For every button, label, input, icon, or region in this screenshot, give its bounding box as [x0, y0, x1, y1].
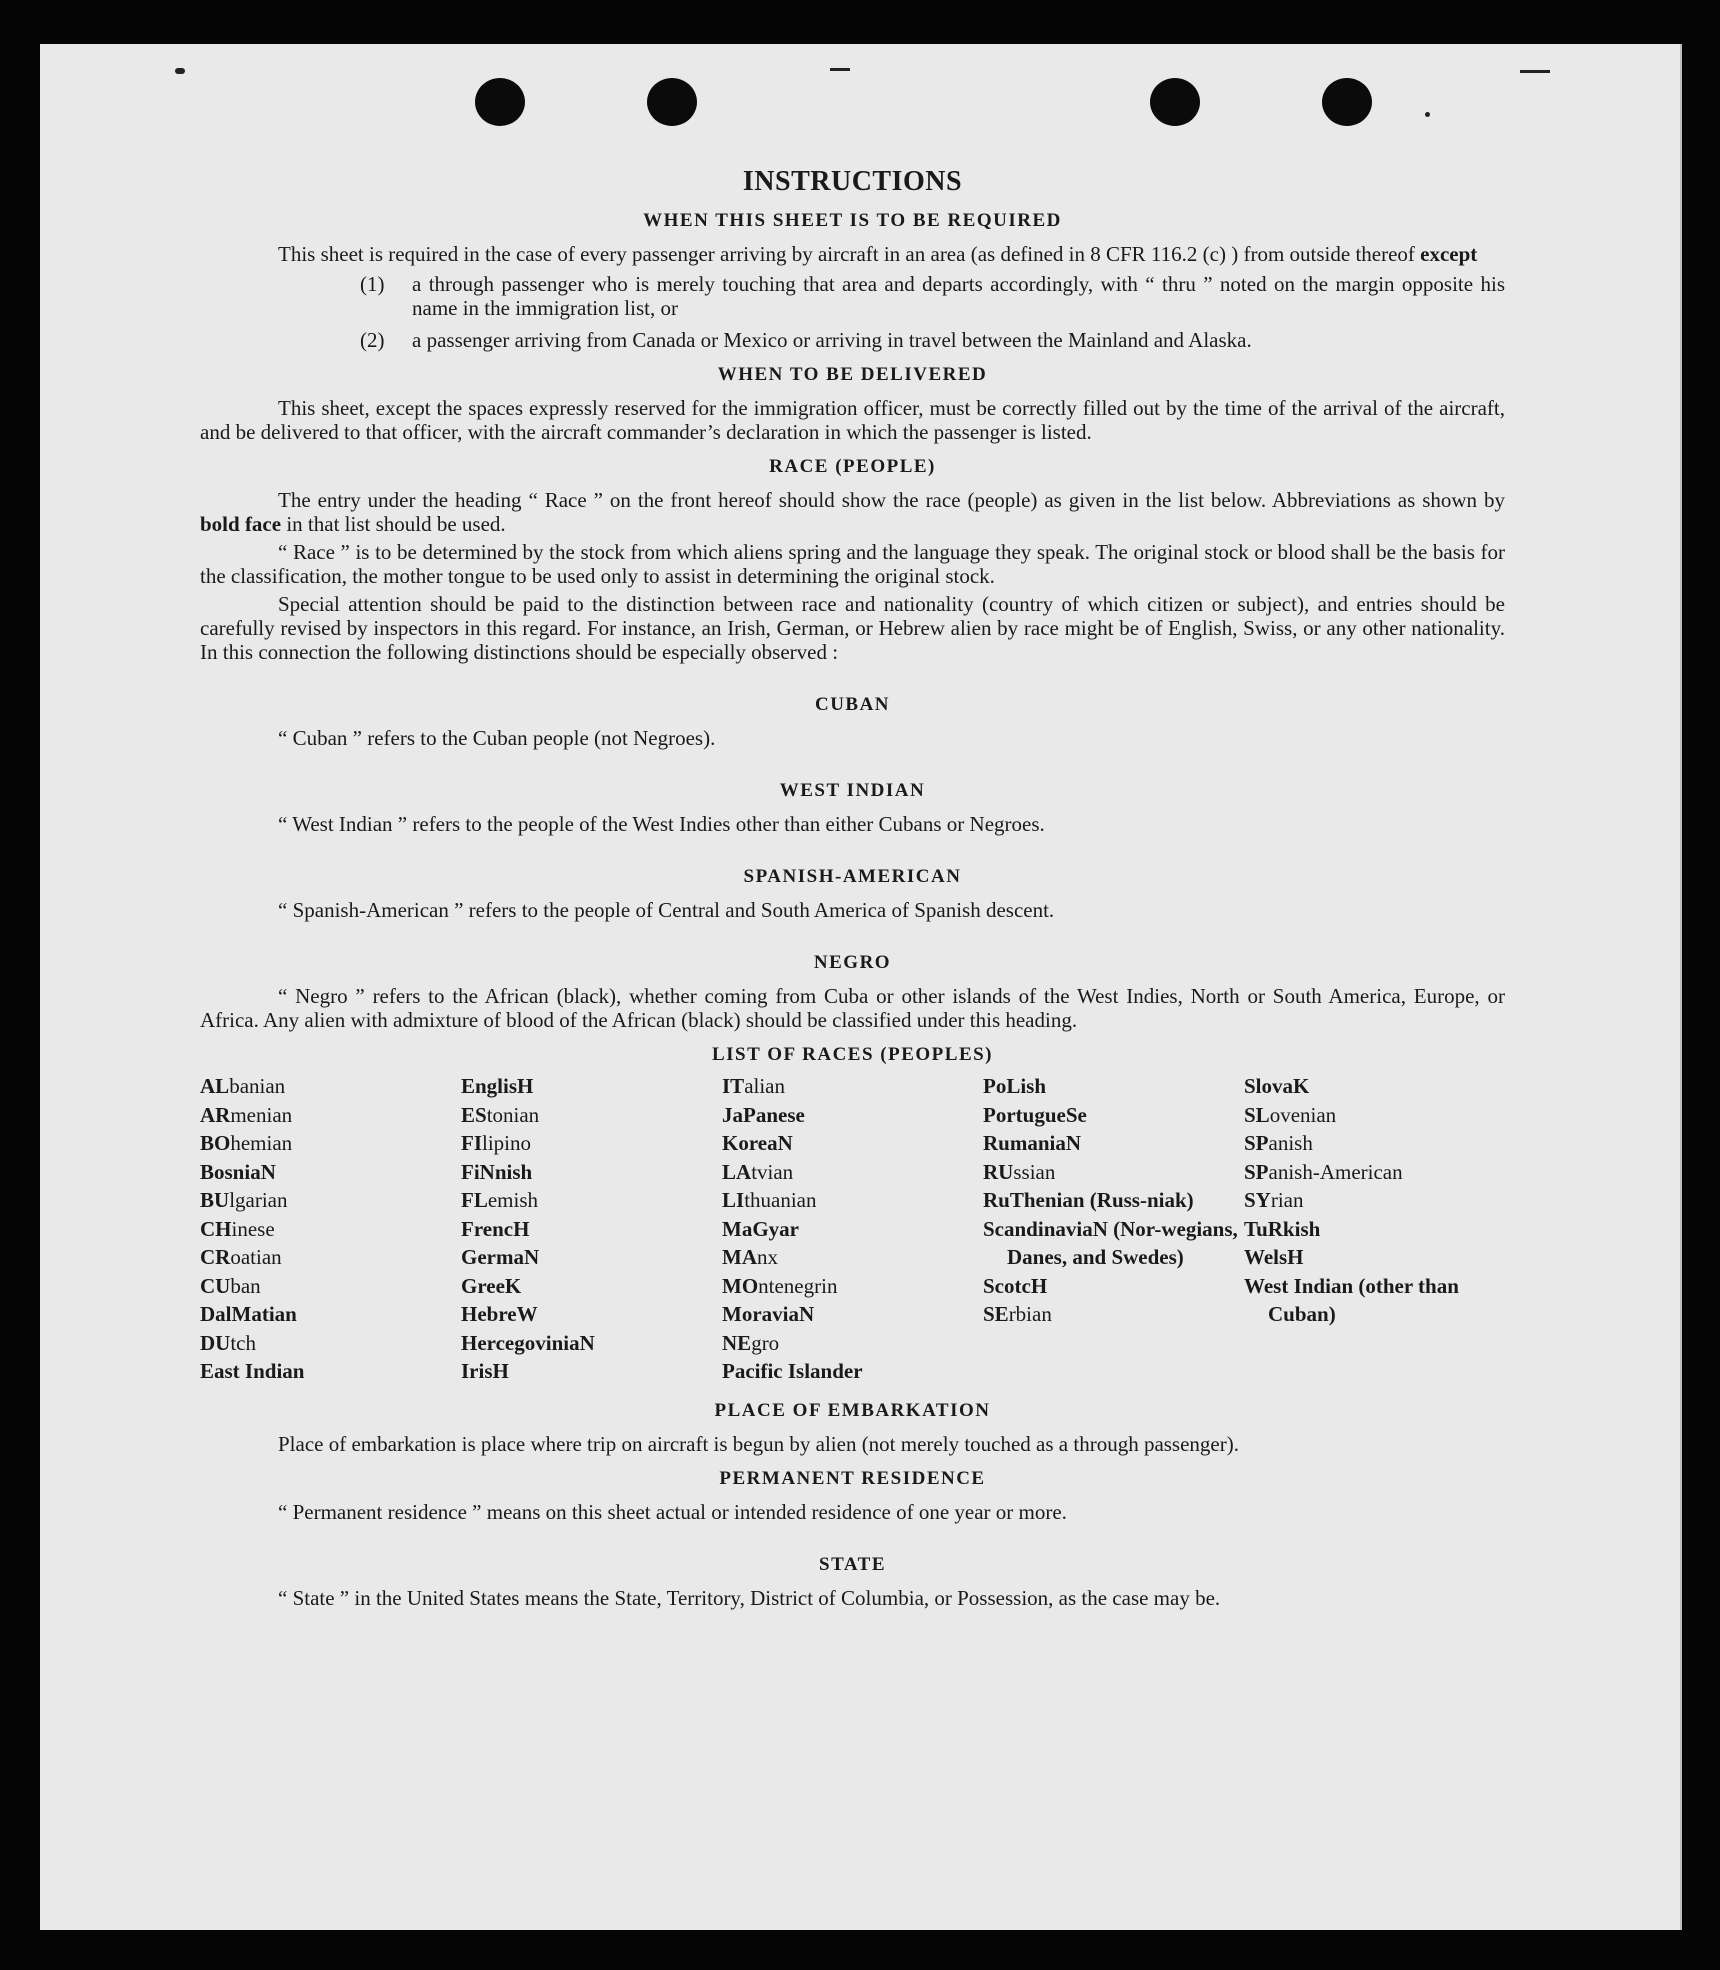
list-item	[200, 328, 1505, 352]
race-abbrev: H	[492, 1359, 509, 1383]
race-entry	[461, 1072, 722, 1101]
race-entry	[1244, 1215, 1505, 1244]
race-abbrev: CU	[200, 1273, 231, 1298]
section-text: “ Permanent residence ” means on this sheet actual or intended residence of one year or more.	[278, 1499, 1067, 1524]
race-entry	[200, 1300, 461, 1329]
section-text: This sheet, except the spaces expressly reserved for the immigration officer, must be correctly filled out by the time of the arrival of the aircraft, and be delivered to that officer, with the aircraft commander’s declaration in which the passenger is listed.	[200, 396, 1505, 444]
race-entry	[200, 1357, 461, 1386]
race-entry	[722, 1329, 983, 1358]
race-abbrev: CH	[200, 1216, 232, 1241]
race-abbrev: Gree	[461, 1273, 505, 1298]
race-abbrev: N	[579, 1330, 595, 1355]
section-heading: SPANISH-AMERICAN	[743, 866, 962, 887]
race-entry	[461, 1243, 722, 1272]
race-abbrev: MA	[722, 1245, 757, 1269]
race-abbrev: PortugueSe	[983, 1102, 1087, 1127]
race-abbrev: Hercegovinia	[461, 1330, 580, 1355]
race-abbrev: N (Nor-wegians, Danes, and Swedes)	[1007, 1216, 1238, 1269]
race-abbrev: SP	[1244, 1159, 1269, 1184]
races-column	[1244, 1072, 1505, 1386]
section-heading: NEGRO	[813, 952, 892, 973]
race-entry	[983, 1158, 1244, 1187]
section-text: Place of embarkation is place where trip on aircraft is begun by alien (not merely touched as a through passenger).	[278, 1431, 1239, 1456]
race-entry	[200, 1158, 461, 1187]
section-embarkation	[200, 1400, 1505, 1456]
race-rest: ban	[230, 1273, 261, 1298]
race-abbrev: SY	[1244, 1188, 1271, 1212]
section-heading: STATE	[819, 1553, 886, 1575]
race-abbrev: SE	[983, 1302, 1009, 1326]
item-number: (1)	[360, 272, 385, 296]
section-state	[200, 1554, 1505, 1610]
race-entry	[1244, 1072, 1505, 1101]
race-entry	[722, 1072, 983, 1101]
item-text: a passenger arriving from Canada or Mexico or arriving in travel between the Mainland and Alaska.	[412, 328, 1252, 352]
punch-hole	[1322, 78, 1372, 126]
race-rest: tonian	[486, 1102, 540, 1127]
section-heading: PLACE OF EMBARKATION	[714, 1399, 991, 1421]
race-abbrev: Iris	[461, 1359, 493, 1383]
section-list-of-races	[200, 1044, 1505, 1386]
race-abbrev: N	[1065, 1131, 1082, 1155]
race-abbrev: FiNnish	[461, 1159, 533, 1184]
race-entry	[200, 1329, 461, 1358]
race-abbrev: Korea	[722, 1131, 778, 1155]
race-abbrev: DU	[200, 1330, 231, 1355]
race-entry	[200, 1215, 461, 1244]
race-entry	[722, 1357, 983, 1386]
race-abbrev: TuRkish	[1244, 1216, 1321, 1241]
scan-speck	[1520, 70, 1550, 73]
race-abbrev: NE	[722, 1330, 752, 1355]
race-entry	[461, 1300, 722, 1329]
race-abbrev: East Indian	[200, 1359, 305, 1383]
punch-hole	[647, 78, 697, 126]
race-abbrev: CR	[200, 1245, 231, 1269]
race-abbrev: H	[513, 1216, 530, 1241]
race-rest: menian	[230, 1102, 293, 1127]
race-abbrev: ES	[461, 1102, 487, 1127]
race-rest: emish	[487, 1188, 539, 1212]
race-entry	[722, 1158, 983, 1187]
race-abbrev: Scotc	[983, 1273, 1031, 1298]
race-entry	[200, 1129, 461, 1158]
section-heading: CUBAN	[814, 694, 891, 715]
race-abbrev: Germa	[461, 1245, 524, 1269]
section-heading: RACE (PEOPLE)	[769, 456, 936, 477]
section-text: “ State ” in the United States means the State, Territory, District of Columbia, or Possession, as the case may be.	[278, 1585, 1221, 1610]
item-number: (2)	[360, 328, 385, 352]
race-entry	[1244, 1243, 1505, 1272]
race-abbrev: N	[798, 1302, 815, 1326]
race-abbrev: Frenc	[461, 1216, 514, 1241]
race-entry	[461, 1329, 722, 1358]
section-race	[200, 456, 1505, 664]
race-rest: thuanian	[744, 1188, 817, 1212]
scan-speck	[1425, 112, 1430, 117]
race-abbrev: N	[777, 1131, 793, 1155]
race-abbrev: FL	[461, 1188, 488, 1212]
race-entry	[722, 1243, 983, 1272]
race-abbrev: H	[1287, 1245, 1304, 1269]
race-entry	[722, 1272, 983, 1301]
race-abbrev: RU	[983, 1159, 1014, 1184]
race-entry	[461, 1101, 722, 1130]
race-entry	[1244, 1158, 1505, 1187]
race-abbrev: SP	[1244, 1131, 1269, 1155]
race-abbrev: Englis	[461, 1074, 518, 1098]
section-residence	[200, 1468, 1505, 1524]
section-text: “ Spanish-American ” refers to the people of Central and South America of Spanish descent.	[278, 898, 1055, 922]
punch-hole	[1150, 78, 1200, 126]
race-abbrev: W	[516, 1302, 538, 1326]
race-entry	[983, 1272, 1244, 1301]
race-abbrev: AR	[200, 1102, 231, 1127]
section-heading: WEST INDIAN	[779, 780, 926, 801]
race-rest: nx	[757, 1245, 778, 1269]
section-required	[200, 210, 1505, 352]
section-delivered	[200, 364, 1505, 444]
races-column	[200, 1072, 461, 1386]
race-rest: rian	[1270, 1188, 1304, 1212]
race-abbrev: West Indian (other than Cuban)	[1244, 1273, 1459, 1326]
race-rest: gro	[751, 1330, 780, 1355]
race-rest: lgarian	[229, 1188, 288, 1212]
section-text: The entry under the heading “ Race ” on the front hereof should show the race (people) as given in the list below. Abbreviations as shown by bold face in that list should be used.	[200, 488, 1505, 536]
race-entry	[722, 1215, 983, 1244]
race-entry	[200, 1272, 461, 1301]
race-entry	[983, 1129, 1244, 1158]
race-abbrev: Rumania	[983, 1131, 1066, 1155]
race-entry	[1244, 1101, 1505, 1130]
race-abbrev: H	[517, 1074, 534, 1098]
races-grid	[200, 1072, 1505, 1386]
race-entry	[200, 1101, 461, 1130]
race-rest: tch	[230, 1330, 256, 1355]
race-entry	[461, 1272, 722, 1301]
section-heading: WHEN THIS SHEET IS TO BE REQUIRED	[643, 210, 1062, 231]
race-rest: alian	[744, 1074, 785, 1098]
section-text: Special attention should be paid to the distinction between race and nationality (country of which citizen or subject), and entries should be carefully revised by inspectors in this regard. For instance, an Irish, German, or Hebrew alien by race might be of English, Swiss, or any other nationality. In this connection the following distinctions should be especially observed :	[200, 592, 1505, 664]
race-abbrev: N	[523, 1245, 540, 1269]
section-text: “ Race ” is to be determined by the stock from which aliens spring and the language they speak. The original stock or blood shall be the basis for the classification, the mother tongue to be used only to assist in determining the original stock.	[200, 540, 1505, 588]
race-entry	[200, 1243, 461, 1272]
race-abbrev: IT	[722, 1074, 745, 1098]
race-abbrev: SL	[1244, 1102, 1270, 1127]
race-rest: ovenian	[1269, 1102, 1337, 1127]
race-abbrev: N	[260, 1159, 276, 1184]
race-entry	[461, 1158, 722, 1187]
race-abbrev: MO	[722, 1273, 759, 1298]
race-entry	[722, 1101, 983, 1130]
race-entry	[983, 1072, 1244, 1101]
race-rest: banian	[229, 1074, 286, 1098]
race-entry	[461, 1129, 722, 1158]
race-entry	[200, 1186, 461, 1215]
race-entry	[722, 1129, 983, 1158]
race-entry	[461, 1215, 722, 1244]
race-abbrev: K	[1293, 1074, 1310, 1098]
race-abbrev: LA	[722, 1159, 752, 1184]
race-entry	[461, 1357, 722, 1386]
race-abbrev: Pacific Islander	[722, 1359, 863, 1383]
scan-speck	[830, 68, 850, 71]
scan-speck	[175, 68, 185, 74]
race-rest: inese	[231, 1216, 275, 1241]
race-rest: ntenegrin	[758, 1273, 838, 1298]
race-abbrev: DalMatian	[200, 1302, 297, 1326]
race-entry	[983, 1186, 1244, 1215]
race-entry	[983, 1215, 1244, 1272]
race-abbrev: H	[1030, 1273, 1048, 1298]
race-entry	[1244, 1186, 1505, 1215]
race-abbrev: Wels	[1244, 1245, 1288, 1269]
race-entry	[1244, 1272, 1505, 1329]
race-entry	[983, 1101, 1244, 1130]
race-rest: oatian	[230, 1245, 282, 1269]
section-heading: PERMANENT RESIDENCE	[719, 1467, 986, 1489]
race-rest: anish-American	[1268, 1159, 1403, 1184]
section-west-indian	[200, 780, 1505, 836]
race-abbrev: MaGyar	[722, 1216, 799, 1241]
races-column	[461, 1072, 722, 1386]
race-rest: anish	[1268, 1131, 1313, 1155]
race-entry	[200, 1072, 461, 1101]
section-text: “ West Indian ” refers to the people of the West Indies other than either Cubans or Negroes.	[278, 812, 1045, 836]
race-rest: rbian	[1008, 1302, 1052, 1326]
race-rest: lipino	[482, 1131, 532, 1155]
race-entry	[722, 1300, 983, 1329]
race-rest: ssian	[1013, 1159, 1056, 1184]
race-abbrev: BO	[200, 1131, 231, 1155]
race-abbrev: Bosnia	[200, 1159, 261, 1184]
instructions-body	[200, 166, 1505, 1622]
race-abbrev: Hebre	[461, 1302, 517, 1326]
section-cuban	[200, 694, 1505, 750]
race-entry	[722, 1186, 983, 1215]
section-text: “ Negro ” refers to the African (black), whether coming from Cuba or other islands of the West Indies, North or South America, Europe, or Africa. Any alien with admixture of blood of the African (black) should be classified under this heading.	[200, 984, 1505, 1032]
list-item	[200, 272, 1505, 320]
punch-hole	[475, 78, 525, 126]
section-text: “ Cuban ” refers to the Cuban people (not Negroes).	[278, 726, 716, 750]
race-rest: hemian	[230, 1131, 293, 1155]
race-abbrev: Scandinavia	[983, 1216, 1093, 1241]
race-entry	[461, 1186, 722, 1215]
race-abbrev: PoLish	[983, 1074, 1047, 1098]
races-column	[983, 1072, 1244, 1386]
race-abbrev: JaPanese	[722, 1102, 805, 1127]
race-abbrev: AL	[200, 1074, 230, 1098]
race-abbrev: FI	[461, 1131, 482, 1155]
race-abbrev: Moravia	[722, 1302, 799, 1326]
race-entry	[1244, 1129, 1505, 1158]
section-heading: LIST OF RACES (PEOPLES)	[711, 1044, 994, 1065]
races-column	[722, 1072, 983, 1386]
race-rest: tvian	[751, 1159, 794, 1184]
race-entry	[983, 1300, 1244, 1329]
race-abbrev: BU	[200, 1188, 230, 1212]
race-abbrev: LI	[722, 1188, 745, 1212]
section-spanish-american	[200, 866, 1505, 922]
section-negro	[200, 952, 1505, 1032]
race-abbrev: Slova	[1244, 1074, 1294, 1098]
document-page	[40, 44, 1682, 1930]
section-heading: WHEN TO BE DELIVERED	[717, 364, 988, 385]
section-text: This sheet is required in the case of every passenger arriving by aircraft in an area (as defined in 8 CFR 116.2 (c) ) from outside thereof except	[278, 242, 1478, 266]
race-abbrev: K	[504, 1273, 522, 1298]
race-abbrev: RuThenian (Russ-niak)	[983, 1188, 1194, 1212]
item-text: a through passenger who is merely touching that area and departs accordingly, with “ thru ” noted on the margin opposite his name in the immigration list, or	[412, 272, 1505, 320]
page-title: INSTRUCTIONS	[742, 166, 963, 197]
